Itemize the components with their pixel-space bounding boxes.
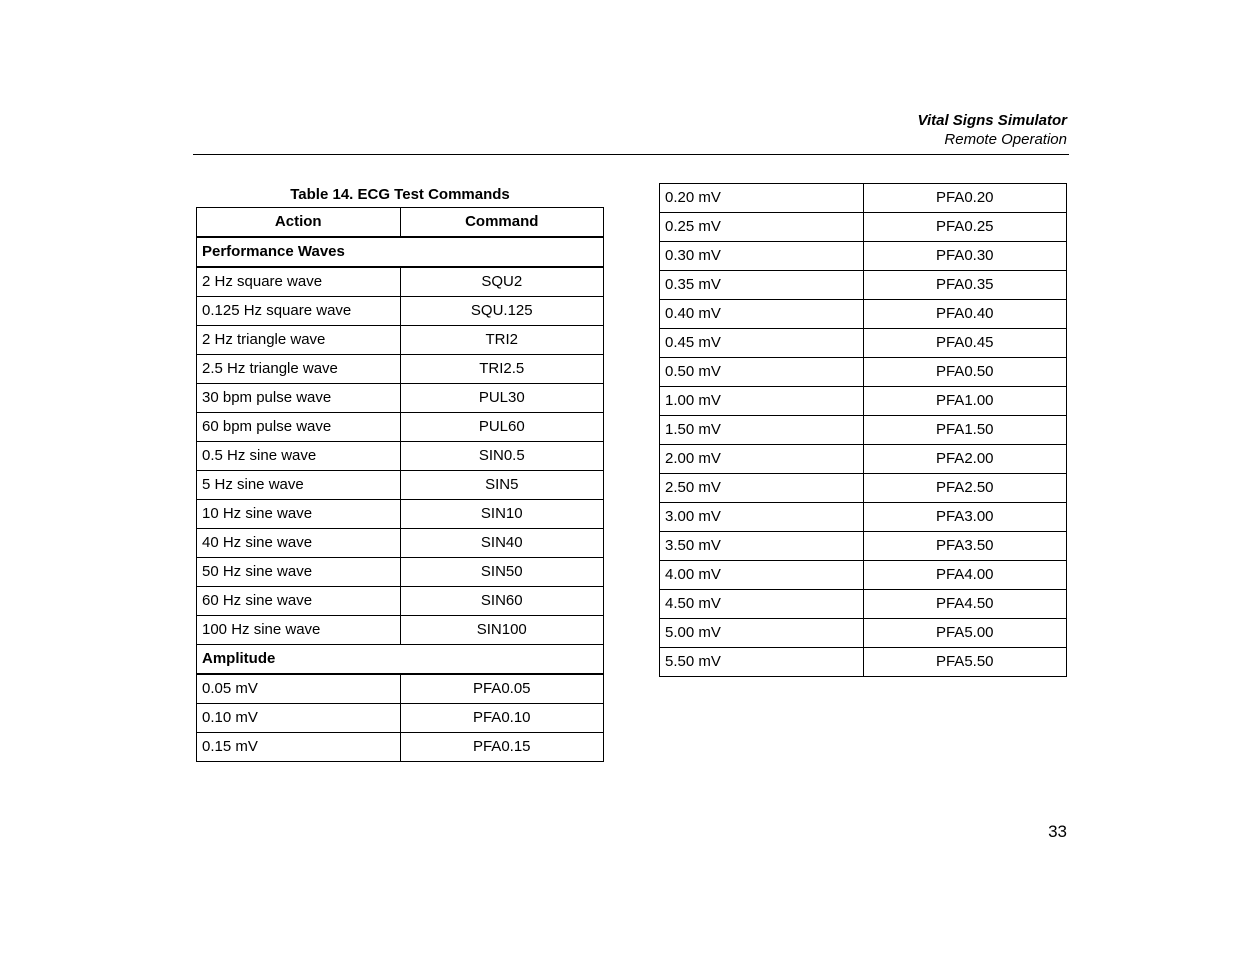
- table-row: [660, 358, 1067, 387]
- table-row: [660, 300, 1067, 329]
- table-row: [197, 500, 604, 529]
- table-row: [197, 587, 604, 616]
- action-cell: 0.30 mV: [660, 242, 864, 271]
- action-cell: 1.00 mV: [660, 387, 864, 416]
- section-heading: Performance Waves: [197, 237, 604, 267]
- action-cell: 5.00 mV: [660, 619, 864, 648]
- command-cell: PFA3.00: [863, 503, 1067, 532]
- table-row: [660, 213, 1067, 242]
- command-cell: TRI2: [400, 326, 604, 355]
- action-cell: 2.00 mV: [660, 445, 864, 474]
- action-cell: 40 Hz sine wave: [197, 529, 401, 558]
- command-cell: SIN5: [400, 471, 604, 500]
- table-row: [660, 329, 1067, 358]
- section-row: [197, 237, 604, 267]
- command-cell: TRI2.5: [400, 355, 604, 384]
- command-cell: SQU2: [400, 267, 604, 297]
- command-cell: SIN50: [400, 558, 604, 587]
- command-cell: PFA4.00: [863, 561, 1067, 590]
- action-cell: 60 bpm pulse wave: [197, 413, 401, 442]
- command-cell: SIN60: [400, 587, 604, 616]
- command-cell: PFA5.50: [863, 648, 1067, 677]
- action-cell: 2.50 mV: [660, 474, 864, 503]
- action-cell: 0.10 mV: [197, 704, 401, 733]
- header-title: Vital Signs Simulator: [917, 112, 1067, 129]
- table-row: [197, 267, 604, 297]
- action-cell: 4.00 mV: [660, 561, 864, 590]
- command-cell: PFA0.10: [400, 704, 604, 733]
- header-rule: [193, 154, 1069, 155]
- command-cell: PUL60: [400, 413, 604, 442]
- ecg-commands-table-right: [659, 183, 1067, 677]
- command-cell: SQU.125: [400, 297, 604, 326]
- command-cell: PFA4.50: [863, 590, 1067, 619]
- action-cell: 0.25 mV: [660, 213, 864, 242]
- page-number: 33: [1048, 822, 1067, 841]
- section-row: [197, 645, 604, 675]
- table-row: [197, 471, 604, 500]
- command-cell: PFA3.50: [863, 532, 1067, 561]
- table-row: [197, 704, 604, 733]
- command-cell: PFA0.15: [400, 733, 604, 762]
- table-row: [660, 184, 1067, 213]
- section-heading: Amplitude: [197, 645, 604, 675]
- action-cell: 60 Hz sine wave: [197, 587, 401, 616]
- action-cell: 0.05 mV: [197, 674, 401, 704]
- table-row: [197, 297, 604, 326]
- action-cell: 50 Hz sine wave: [197, 558, 401, 587]
- table-caption: Table 14. ECG Test Commands: [290, 186, 510, 203]
- action-cell: 3.00 mV: [660, 503, 864, 532]
- table-row: [197, 616, 604, 645]
- table-row: [197, 442, 604, 471]
- table-row: [660, 590, 1067, 619]
- table-row: [660, 561, 1067, 590]
- action-cell: 0.35 mV: [660, 271, 864, 300]
- table-row: [197, 326, 604, 355]
- command-cell: PFA0.35: [863, 271, 1067, 300]
- table-row: [197, 674, 604, 704]
- action-cell: 0.5 Hz sine wave: [197, 442, 401, 471]
- command-cell: PFA1.50: [863, 416, 1067, 445]
- action-cell: 30 bpm pulse wave: [197, 384, 401, 413]
- column-header-command: Command: [400, 208, 604, 238]
- command-cell: SIN40: [400, 529, 604, 558]
- table-row: [197, 384, 604, 413]
- command-cell: SIN10: [400, 500, 604, 529]
- action-cell: 5 Hz sine wave: [197, 471, 401, 500]
- running-header: [918, 111, 1067, 149]
- action-cell: 0.45 mV: [660, 329, 864, 358]
- table-row: [660, 242, 1067, 271]
- command-cell: PUL30: [400, 384, 604, 413]
- action-cell: 2 Hz triangle wave: [197, 326, 401, 355]
- command-cell: PFA0.45: [863, 329, 1067, 358]
- command-cell: PFA2.50: [863, 474, 1067, 503]
- action-cell: 4.50 mV: [660, 590, 864, 619]
- action-cell: 5.50 mV: [660, 648, 864, 677]
- action-cell: 100 Hz sine wave: [197, 616, 401, 645]
- table-row: [660, 619, 1067, 648]
- action-cell: 10 Hz sine wave: [197, 500, 401, 529]
- command-cell: PFA0.05: [400, 674, 604, 704]
- table-row: [197, 529, 604, 558]
- table-row: [660, 503, 1067, 532]
- column-header-action: Action: [197, 208, 401, 238]
- action-cell: 0.15 mV: [197, 733, 401, 762]
- table-row: [660, 532, 1067, 561]
- command-cell: PFA0.25: [863, 213, 1067, 242]
- table-row: [660, 445, 1067, 474]
- table-row: [197, 413, 604, 442]
- header-subtitle: Remote Operation: [944, 131, 1067, 148]
- table-row: [197, 733, 604, 762]
- table-row: [197, 558, 604, 587]
- command-cell: SIN0.5: [400, 442, 604, 471]
- action-cell: 0.40 mV: [660, 300, 864, 329]
- action-cell: 0.50 mV: [660, 358, 864, 387]
- table-row: [660, 271, 1067, 300]
- command-cell: PFA0.50: [863, 358, 1067, 387]
- action-cell: 2.5 Hz triangle wave: [197, 355, 401, 384]
- command-cell: PFA2.00: [863, 445, 1067, 474]
- table-header-row: [197, 208, 604, 238]
- ecg-commands-table-left: [196, 207, 604, 762]
- command-cell: PFA1.00: [863, 387, 1067, 416]
- command-cell: PFA0.20: [863, 184, 1067, 213]
- action-cell: 1.50 mV: [660, 416, 864, 445]
- action-cell: 0.20 mV: [660, 184, 864, 213]
- command-cell: SIN100: [400, 616, 604, 645]
- table-row: [660, 416, 1067, 445]
- table-row: [197, 355, 604, 384]
- command-cell: PFA0.30: [863, 242, 1067, 271]
- table-row: [660, 648, 1067, 677]
- action-cell: 3.50 mV: [660, 532, 864, 561]
- action-cell: 0.125 Hz square wave: [197, 297, 401, 326]
- table-row: [660, 474, 1067, 503]
- command-cell: PFA5.00: [863, 619, 1067, 648]
- command-cell: PFA0.40: [863, 300, 1067, 329]
- action-cell: 2 Hz square wave: [197, 267, 401, 297]
- table-row: [660, 387, 1067, 416]
